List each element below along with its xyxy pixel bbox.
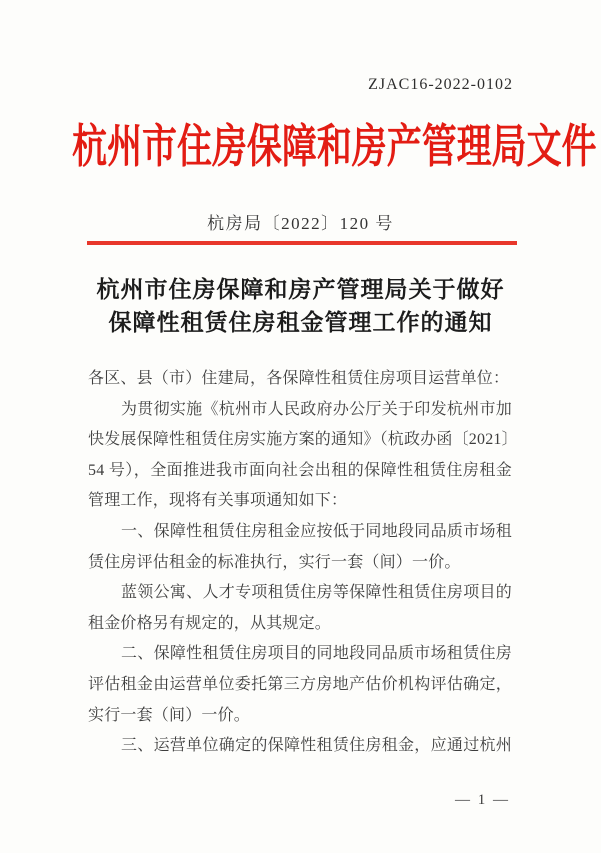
notice-title-line2: 保障性租赁住房租金管理工作的通知 (108, 310, 493, 335)
notice-title-line1: 杭州市住房保障和房产管理局关于做好 (96, 277, 505, 302)
body-line: 管理工作，现将有关事项通知如下： (88, 492, 348, 510)
document-body (88, 364, 518, 762)
red-divider-rule (87, 241, 517, 245)
document-reference-code: ZJAC16-2022-0102 (368, 76, 513, 93)
body-line: 实行一套（间）一价。 (88, 706, 251, 724)
body-line: 赁住房评估租金的标准执行，实行一套（间）一价。 (88, 553, 461, 571)
notice-title (0, 273, 601, 339)
body-line-salutation: 各区、县（市）住建局，各保障性租赁住房项目运营单位： (88, 370, 510, 387)
body-line: 评估租金由运营单位委托第三方房地产估价机构评估确定， (88, 675, 512, 693)
body-line: 租金价格另有规定的，从其规定。 (88, 614, 332, 632)
issuer-banner-title: 杭州市住房保障和房产管理局文件 (72, 121, 597, 172)
body-line: 快发展保障性租赁住房实施方案的通知》（杭政办函〔2021〕 (88, 431, 518, 449)
document-number: 杭房局〔2022〕120 号 (207, 214, 394, 233)
body-line: 54 号），全面推进我市面向社会出租的保障性租赁住房租金 (88, 461, 512, 479)
body-line-item-1: 一、保障性租赁住房租金应按低于同地段同品质市场租 (121, 522, 512, 540)
body-line: 为贯彻实施《杭州市人民政府办公厅关于印发杭州市加 (121, 400, 512, 418)
body-line-item-3: 三、运营单位确定的保障性租赁住房租金，应通过杭州 (121, 737, 512, 755)
body-line-item-2: 二、保障性租赁住房项目的同地段同品质市场租赁住房 (121, 645, 512, 663)
body-line: 蓝领公寓、人才专项租赁住房等保障性租赁住房项目的 (121, 584, 512, 602)
page-number: — 1 — (455, 792, 510, 808)
